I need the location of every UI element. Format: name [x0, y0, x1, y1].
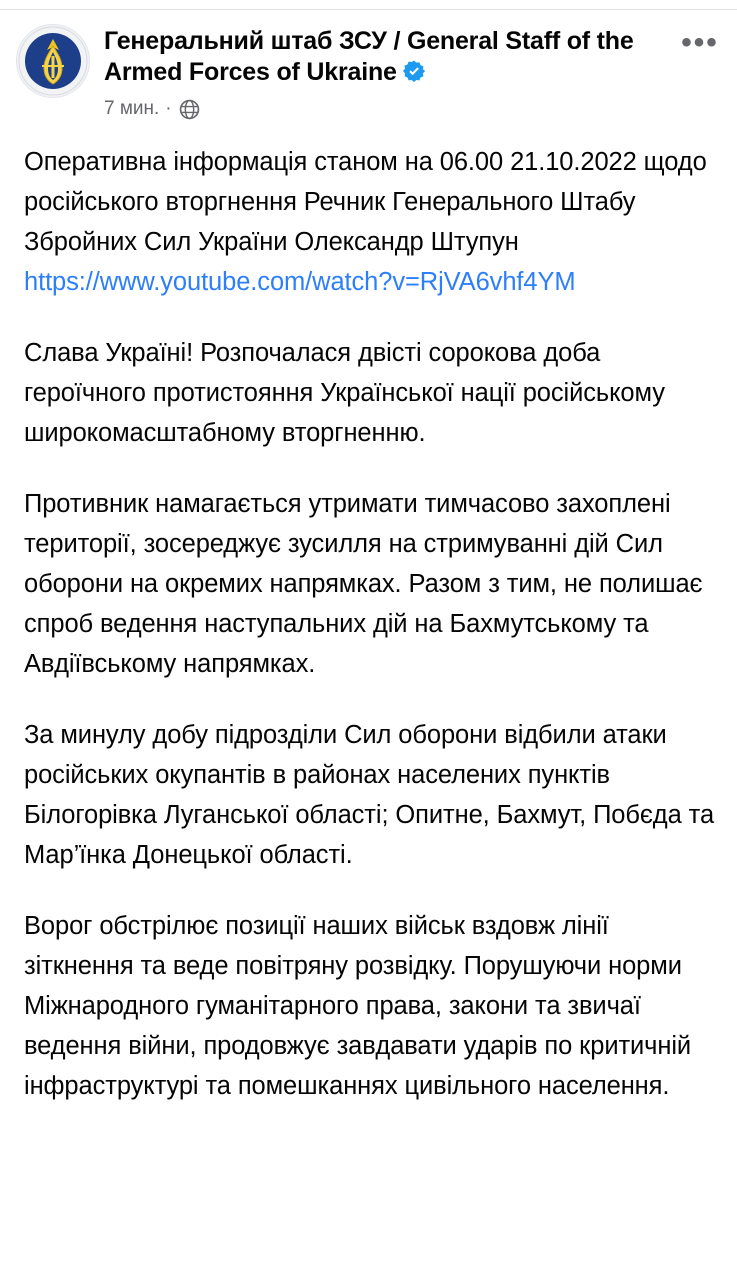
post-header-text [90, 24, 679, 120]
youtube-link[interactable]: https://www.youtube.com/watch?v=RjVA6vhf4YM [24, 268, 576, 296]
post-paragraph-5: Ворог обстрілює позиції наших військ вздовж лінії зіткнення та веде повітряну розвідку. Порушуючи норми Міжнародного гуманітарного права, закони та звичаї ведення війни, продовжує завдавати ударів по критичній інфраструктурі та помешканнях цивільного населення. [24, 912, 692, 1100]
post-options-button[interactable]: ••• [681, 26, 719, 59]
post-body [0, 120, 737, 1130]
top-divider [0, 0, 737, 10]
globe-public-icon[interactable] [179, 99, 200, 120]
post-paragraph-2: Слава Україні! Розпочалася двісті сорокова доба героїчного протистояння Української нації російському широкомасштабному вторгненню. [24, 339, 665, 447]
page-name-text: Генеральний штаб ЗСУ / General Staff of the Armed Forces of Ukraine [104, 27, 634, 86]
post-link-line [24, 262, 717, 302]
verified-badge-icon [402, 59, 426, 91]
post-paragraph-3: Противник намагається утримати тимчасово захоплені території, зосереджує зусилля на стримуванні дій Сил оборони на окремих напрямках. Разом з тим, не полишає спроб ведення наступальних дій на Бахмутському та Авдіївському напрямках. [24, 490, 703, 678]
armed-forces-emblem-avatar[interactable] [16, 24, 90, 98]
meta-separator: · [165, 98, 172, 119]
page-title[interactable] [104, 26, 679, 91]
post-meta [104, 98, 679, 120]
post-timestamp[interactable]: 7 мин. [104, 98, 160, 119]
post-paragraph-1: Оперативна інформація станом на 06.00 21.10.2022 щодо російського вторгнення Речник Генерального Штабу Збройних Сил України Олександр Штупун [24, 148, 707, 256]
post-header [0, 10, 737, 120]
post-paragraph-4: За минулу добу підрозділи Сил оборони відбили атаки російських окупантів в районах населених пунктів Білогорівка Луганської області; Опитне, Бахмут, Побєда та Мар’їнка Донецької області. [24, 721, 715, 869]
